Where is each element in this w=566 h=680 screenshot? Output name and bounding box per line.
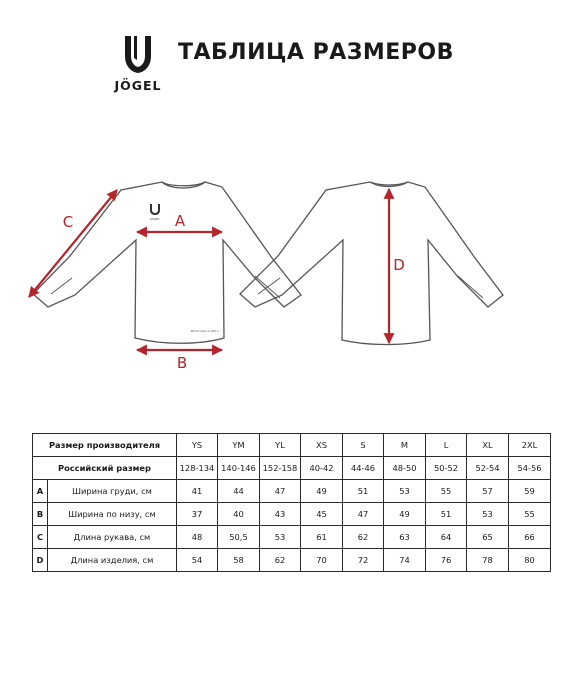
russian-size-cell: 152-158 [260,457,301,480]
value-cell: 64 [426,526,467,549]
front-brand-mark [150,204,160,215]
size-cell: YM [218,434,260,457]
row-letter: B [33,503,48,526]
value-cell: 43 [260,503,301,526]
size-cell: 2XL [509,434,551,457]
measure-label-d: D [393,256,405,274]
front-logo-text: JÖGEL [150,217,160,221]
row-letter: C [33,526,48,549]
russian-size-label: Российский размер [33,457,177,480]
size-cell: YL [260,434,301,457]
value-cell: 59 [509,480,551,503]
russian-size-cell: 48-50 [384,457,426,480]
russian-size-cell: 40-42 [301,457,343,480]
table-row [33,526,551,549]
value-cell: 41 [177,480,218,503]
table-row [33,503,551,526]
value-cell: 76 [426,549,467,572]
size-cell: XL [467,434,509,457]
value-cell: 51 [426,503,467,526]
russian-size-row [33,457,551,480]
size-cell: M [384,434,426,457]
value-cell: 66 [509,526,551,549]
value-cell: 55 [509,503,551,526]
value-cell: 37 [177,503,218,526]
value-cell: 78 [467,549,509,572]
row-name: Ширина груди, см [48,480,177,503]
value-cell: 45 [301,503,343,526]
size-cell: L [426,434,467,457]
shirt-back [240,182,503,345]
size-cell: YS [177,434,218,457]
value-cell: 49 [301,480,343,503]
value-cell: 40 [218,503,260,526]
value-cell: 62 [260,549,301,572]
measure-label-a: A [174,212,186,230]
measure-label-b: B [176,354,188,372]
value-cell: 61 [301,526,343,549]
measure-label-c: C [62,213,74,231]
table-header-row [33,434,551,457]
value-cell: 47 [260,480,301,503]
shirt-front [33,182,301,343]
value-cell: 62 [343,526,384,549]
value-cell: 63 [384,526,426,549]
russian-size-cell: 44-46 [343,457,384,480]
jogel-logo-icon [122,34,154,74]
value-cell: 47 [343,503,384,526]
brand-logo [108,34,168,94]
row-letter: D [33,549,48,572]
value-cell: 48 [177,526,218,549]
russian-size-cell: 128-134 [177,457,218,480]
russian-size-cell: 50-52 [426,457,467,480]
page-title: ТАБЛИЦА РАЗМЕРОВ [178,40,454,65]
value-cell: 65 [467,526,509,549]
value-cell: 53 [260,526,301,549]
measure-line-c [29,190,117,297]
size-cell: S [343,434,384,457]
row-letter: A [33,480,48,503]
row-name: Ширина по низу, см [48,503,177,526]
russian-size-cell: 54-56 [509,457,551,480]
logo-wordmark: JÖGEL [114,78,162,93]
value-cell: 72 [343,549,384,572]
value-cell: 51 [343,480,384,503]
value-cell: 54 [177,549,218,572]
size-cell: XS [301,434,343,457]
value-cell: 55 [426,480,467,503]
row-name: Длина рукава, см [48,526,177,549]
value-cell: 74 [384,549,426,572]
size-table [32,433,551,572]
russian-size-cell: 140-146 [218,457,260,480]
value-cell: 57 [467,480,509,503]
value-cell: 70 [301,549,343,572]
value-cell: 50,5 [218,526,260,549]
value-cell: 58 [218,549,260,572]
shirt-diagram [0,160,566,390]
value-cell: 80 [509,549,551,572]
table-row [33,549,551,572]
value-cell: 53 [384,480,426,503]
value-cell: 49 [384,503,426,526]
row-name: Длина изделия, см [48,549,177,572]
header-label: Размер производителя [33,434,177,457]
table-row [33,480,551,503]
tech-label: Performance DRY+ [190,329,220,333]
value-cell: 53 [467,503,509,526]
russian-size-cell: 52-54 [467,457,509,480]
value-cell: 44 [218,480,260,503]
